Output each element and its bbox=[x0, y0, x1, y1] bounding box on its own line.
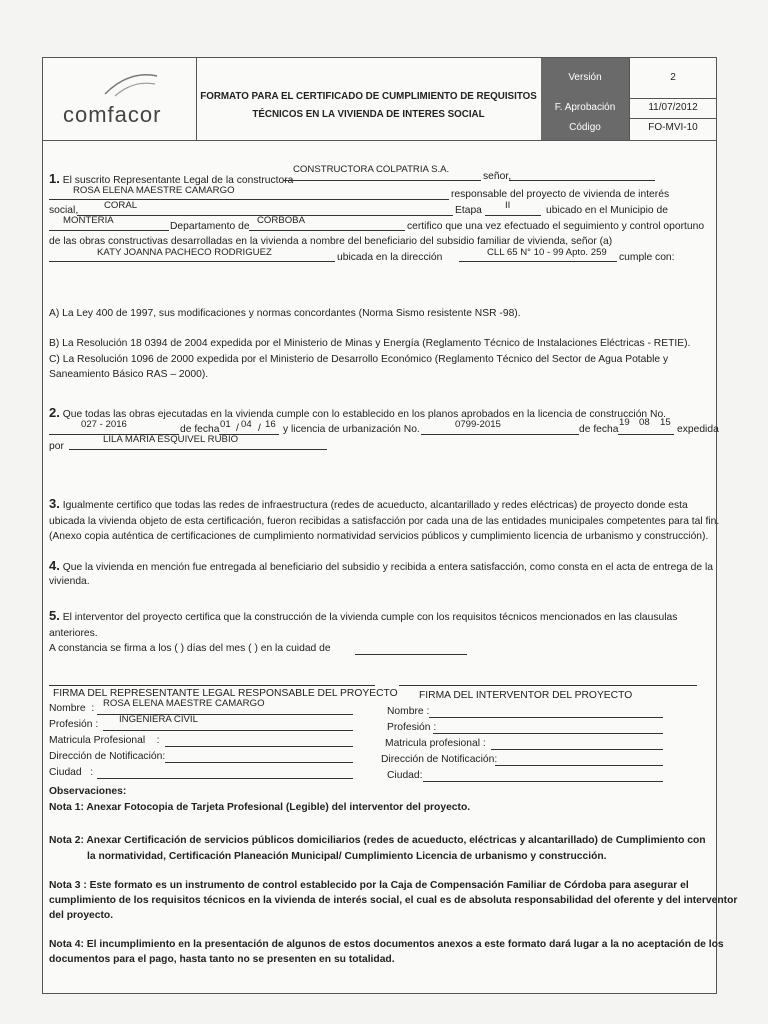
nombre-right-line[interactable] bbox=[429, 717, 663, 718]
ciudad-right-label: Ciudad: bbox=[387, 770, 423, 781]
nota-3-line2: cumplimiento de los requisitos técnicos en la vivienda de interés social, el cual es de absoluta responsabilidad del oferente y del interventor bbox=[49, 895, 738, 906]
fecha1-month: 04 bbox=[241, 419, 252, 430]
item-c-line1: C) La Resolución 1096 de 2000 expedida por el Ministerio de Desarrollo Económico (Reglamento Técnico del Sector de Agua Potable y bbox=[49, 354, 669, 365]
text: Que todas las obras ejecutadas en la vivienda cumple con lo establecido en los planos aprobados en la licencia de construcción No. bbox=[62, 409, 667, 420]
section-number: 3. bbox=[49, 496, 60, 511]
meta-version bbox=[541, 58, 716, 99]
section-number: 1. bbox=[49, 171, 60, 186]
etapa-line bbox=[485, 215, 541, 216]
nombre-label: Nombre : bbox=[49, 703, 95, 714]
item-c-line2: Saneamiento Básico RAS – 2000). bbox=[49, 369, 209, 380]
municipio-value: MONTERIA bbox=[63, 215, 114, 226]
form-header bbox=[43, 58, 716, 141]
profesion-line[interactable] bbox=[103, 730, 353, 731]
text: El interventor del proyecto certifica que la construcción de la vivienda cumple con los requisitos técnicos mencionados en las clausulas bbox=[62, 612, 678, 623]
signature-title-left: FIRMA DEL REPRESENTANTE LEGAL RESPONSABLE DEL PROYECTO bbox=[53, 688, 398, 699]
section3-line3: (Anexo copia auténtica de certificaciones de cumplimiento normatividad servicios públicos y cumplimiento licencia de urbanismo y construcción). bbox=[49, 531, 709, 542]
fecha1-day: 01 bbox=[220, 419, 231, 430]
section1-line4: de las obras constructivas desarrolladas en la vivienda a nombre del beneficiario del subsidio familiar de vivienda, señor (a) bbox=[49, 236, 613, 247]
ciudad-firma-line bbox=[355, 654, 467, 655]
de-fecha-label: de fecha bbox=[180, 424, 220, 435]
fecha2-month: 08 bbox=[639, 417, 650, 428]
meta-value: 11/07/2012 bbox=[648, 102, 698, 113]
signature-line-left[interactable] bbox=[49, 685, 375, 686]
date-separator: / bbox=[236, 423, 239, 434]
direccion-label: ubicada en la dirección bbox=[337, 252, 443, 263]
section3-line1 bbox=[49, 496, 688, 511]
section1-line2: responsable del proyecto de vivienda de interés bbox=[451, 189, 670, 200]
beneficiario-value: KATY JOANNA PACHECO RODRIGUEZ bbox=[97, 247, 272, 258]
nota-2-line1: Nota 2: Anexar Certificación de servicios públicos domiciliarios (redes de acueducto, eléctricas y alcantarillado) de Cumplimiento con bbox=[49, 835, 706, 846]
fecha2-day: 19 bbox=[619, 417, 630, 428]
direccion-line bbox=[459, 261, 617, 262]
observaciones-title: Observaciones: bbox=[49, 786, 127, 797]
fecha2-line bbox=[618, 434, 674, 435]
cumple-label: cumple con: bbox=[619, 252, 675, 263]
signature-line-right[interactable] bbox=[399, 685, 697, 686]
proyecto-value: CORAL bbox=[104, 200, 138, 211]
section-number: 2. bbox=[49, 405, 60, 420]
nombre-value: ROSA ELENA MAESTRE CAMARGO bbox=[103, 698, 265, 709]
direccion-notif-label: Dirección de Notificación: bbox=[49, 751, 166, 762]
meta-value: 2 bbox=[670, 72, 676, 83]
departamento-line bbox=[249, 230, 405, 231]
text: Igualmente certifico que todas las redes de infraestructura (redes de acueducto, alcantarillado y redes eléctricas) de proyecto donde esta bbox=[62, 500, 688, 511]
signature-title-right: FIRMA DEL INTERVENTOR DEL PROYECTO bbox=[419, 690, 633, 701]
urbanizacion-label: y licencia de urbanización No. bbox=[283, 424, 420, 435]
profesion-right-line[interactable] bbox=[433, 733, 663, 734]
de-fecha2-label: de fecha bbox=[579, 424, 619, 435]
ciudad-right-line[interactable] bbox=[423, 781, 663, 782]
section3-line2: ubicada la vivienda objeto de esta certificación, fueron recibidas a satisfacción por cada una de las entidades municipales competentes para tal fin. bbox=[49, 516, 720, 527]
expedidor-line bbox=[69, 449, 327, 450]
logo-text: comfacor bbox=[63, 102, 162, 127]
profesion-label: Profesión : bbox=[49, 719, 99, 730]
meta-code bbox=[541, 118, 716, 139]
fecha1-year: 16 bbox=[265, 419, 276, 430]
nota-4-line2: documentos para el pago, hasta tanto no se presenten en su totalidad. bbox=[49, 954, 395, 965]
profesion-value: INGENIERA CIVIL bbox=[119, 714, 198, 725]
direccion-value: CLL 65 N° 10 - 99 Apto. 259 bbox=[487, 247, 607, 258]
item-a: A) La Ley 400 de 1997, sus modificaciones y normas concordantes (Norma Sismo resistente NSR -98). bbox=[49, 308, 521, 319]
departamento-label: Departamento de bbox=[170, 221, 250, 232]
nota-2-line2: la normatividad, Certificación Planeación Municipal/ Cumplimiento Licencia de urbanismo y construcción. bbox=[87, 851, 607, 862]
senor-line bbox=[509, 180, 655, 181]
form-title bbox=[196, 58, 542, 140]
matricula-right-line[interactable] bbox=[491, 749, 663, 750]
por-label: por bbox=[49, 441, 64, 452]
senor-label: señor, bbox=[483, 171, 512, 182]
expedidor-value: LILA MARIA ESQUIVEL RUBIO bbox=[103, 434, 239, 445]
meta-approval bbox=[541, 98, 716, 119]
section-number: 4. bbox=[49, 558, 60, 573]
meta-label: Código bbox=[541, 118, 630, 140]
matricula-right-label: Matricula profesional : bbox=[385, 738, 486, 749]
constructora-line bbox=[283, 180, 481, 181]
etapa-value: II bbox=[505, 200, 511, 211]
form-sheet bbox=[42, 57, 738, 994]
ciudad-label: Ciudad : bbox=[49, 767, 94, 778]
meta-label: Versión bbox=[541, 58, 630, 98]
section2-line1 bbox=[49, 405, 666, 420]
date-separator: / bbox=[258, 423, 261, 434]
meta-value: FO-MVI-10 bbox=[648, 122, 698, 133]
nota-3-line3: del proyecto. bbox=[49, 910, 114, 921]
matricula-line[interactable] bbox=[165, 746, 353, 747]
ciudad-line[interactable] bbox=[97, 778, 353, 779]
licencia-urb-line bbox=[421, 434, 579, 435]
fecha2-year: 15 bbox=[660, 417, 671, 428]
expedida-label: expedida bbox=[677, 424, 719, 435]
constructora-value: CONSTRUCTORA COLPATRIA S.A. bbox=[293, 164, 450, 175]
text: Que la vivienda en mención fue entregada al beneficiario del subsidio y recibida a entera satisfacción, como consta en el acta de entrega de la bbox=[62, 562, 713, 573]
direccion-notif-line[interactable] bbox=[165, 762, 353, 763]
nota-1: Nota 1: Anexar Fotocopia de Tarjeta Profesional (Legible) del interventor del proyecto. bbox=[49, 802, 471, 813]
section4-line1 bbox=[49, 558, 713, 573]
comfacor-swoosh-icon bbox=[101, 66, 161, 98]
logo-cell bbox=[43, 58, 197, 140]
section5-line1 bbox=[49, 608, 677, 623]
section1-line1 bbox=[49, 171, 293, 186]
licencia-urb-value: 0799-2015 bbox=[455, 419, 501, 430]
representante-value: ROSA ELENA MAESTRE CAMARGO bbox=[73, 185, 235, 196]
text: El suscrito Representante Legal de la constructora bbox=[62, 175, 294, 186]
meta-label: F. Aprobación bbox=[541, 98, 630, 118]
section5-line2: anteriores. bbox=[49, 628, 98, 639]
nombre-right-label: Nombre : bbox=[387, 706, 430, 717]
etapa-label: Etapa bbox=[455, 205, 482, 216]
municipio-line bbox=[49, 230, 169, 231]
section1-line3: certifico que una vez efectuado el seguimiento y control oportuno bbox=[407, 221, 705, 232]
nota-3-line1: Nota 3 : Este formato es un instrumento de control establecido por la Caja de Compensación Familiar de Córdoba para asegurar el bbox=[49, 880, 689, 891]
social-label: social, bbox=[49, 205, 79, 216]
section-number: 5. bbox=[49, 608, 60, 623]
section4-line2: vivienda. bbox=[49, 576, 90, 587]
ubicado-label: ubicado en el Municipio de bbox=[546, 205, 668, 216]
direccion-notif-right-label: Dirección de Notificación: bbox=[381, 754, 498, 765]
item-b: B) La Resolución 18 0394 de 2004 expedida por el Ministerio de Minas y Energía (Reglamento Técnico de Instalaciones Eléctricas - RETIE). bbox=[49, 338, 691, 349]
beneficiario-line bbox=[49, 261, 335, 262]
nota-4-line1: Nota 4: El incumplimiento en la presentación de algunos de estos documentos anexos a este formato dará lugar a la no aceptación de los bbox=[49, 939, 724, 950]
direccion-notif-right-line[interactable] bbox=[495, 765, 663, 766]
departamento-value: CORBOBA bbox=[257, 215, 305, 226]
title-line-1: FORMATO PARA EL CERTIFICADO DE CUMPLIMIENTO DE REQUISITOS bbox=[200, 91, 537, 102]
licencia-value: 027 - 2016 bbox=[81, 419, 127, 430]
section5-line3: A constancia se firma a los ( ) días del mes ( ) en la cuidad de bbox=[49, 643, 331, 654]
title-line-2: TÉCNICOS EN LA VIVIENDA DE INTERES SOCIAL bbox=[252, 109, 485, 120]
profesion-right-label: Profesión : bbox=[387, 722, 437, 733]
matricula-label: Matricula Profesional : bbox=[49, 735, 160, 746]
